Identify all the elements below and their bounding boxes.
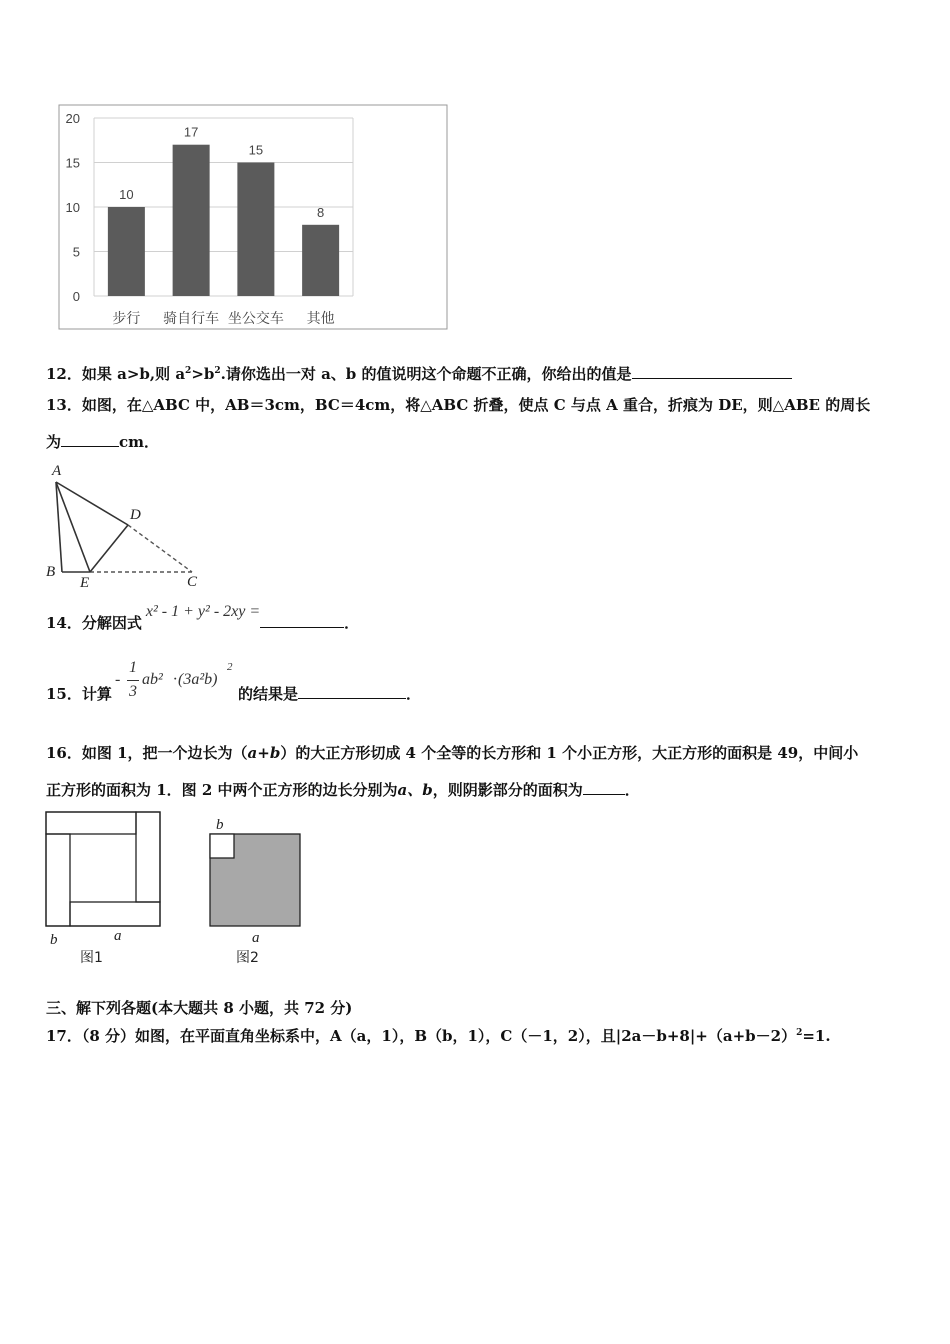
- figure-1: [40, 808, 170, 968]
- q16-var2: a、b: [397, 781, 433, 799]
- q12-sup1: 2: [185, 366, 192, 376]
- bar: [302, 225, 339, 296]
- q13-text-a: 为: [46, 433, 62, 451]
- question-13-line1: [46, 395, 870, 415]
- x-category-label: 骑自行车: [163, 311, 220, 327]
- big-square: [46, 812, 160, 926]
- label-d: D: [130, 507, 141, 523]
- q13-text: 如图，在△ABC 中，AB＝3cm，BC＝4cm，将△ABC 折叠，使点 C 与点 A 重合，折痕为 DE，则△ABE 的周长: [81, 396, 871, 414]
- q14-expression: x² - 1 + y² - 2xy =: [145, 603, 261, 620]
- q15-frac-den: 3: [129, 683, 137, 700]
- y-tick-label: 15: [65, 155, 80, 171]
- answer-blank: [61, 432, 119, 447]
- label-b: B: [46, 564, 56, 580]
- question-16-line2: [46, 780, 640, 800]
- y-tick-label: 0: [72, 289, 80, 304]
- q15-formula: [115, 659, 245, 707]
- section-3-title: [46, 998, 352, 1018]
- small-square: [210, 834, 234, 858]
- q14-text: 分解因式: [81, 614, 142, 632]
- question-16-line1: [46, 743, 858, 763]
- y-tick-label: 5: [72, 244, 80, 260]
- q16-text-a: 如图 1，把一个边长为（: [81, 744, 248, 762]
- figure-2: [200, 808, 310, 968]
- q15-dot: ·: [173, 671, 177, 688]
- data-label: 17: [183, 124, 199, 140]
- question-number: 12．: [46, 365, 82, 383]
- answer-blank: [632, 364, 792, 379]
- segment-ed: [90, 525, 128, 572]
- answer-blank: [260, 613, 344, 628]
- q15-text: 计算: [81, 685, 112, 703]
- question-14: [46, 601, 360, 632]
- q16-text-b: ）的大正方形切成 4 个全等的长方形和 1 个小正方形，大正方形的面积是 49，中间小: [280, 744, 859, 762]
- question-15-label: [46, 684, 112, 704]
- q13-text-b: cm．: [119, 433, 160, 451]
- q16-end: ．: [624, 781, 640, 799]
- x-category-label: 步行: [112, 311, 141, 327]
- question-13-line2: [46, 432, 159, 452]
- q15-expr-b: (3a²b): [178, 671, 218, 688]
- q15-exponent: 2: [227, 661, 233, 673]
- q12-text-c: .请你选出一对 a、b 的值说明这个命题不正确，你给出的值是: [220, 365, 632, 383]
- bar: [237, 163, 274, 297]
- question-number: 15．: [46, 685, 82, 703]
- question-17: [46, 1023, 831, 1046]
- data-label: 15: [248, 142, 264, 158]
- question-15-suffix: [238, 684, 421, 704]
- triangle-figure: [42, 458, 212, 593]
- q16-text-c: 正方形的面积为 1．图 2 中两个正方形的边长分别为: [46, 781, 398, 799]
- segment-dc: [128, 525, 192, 572]
- section-title: 三、解下列各题(本大题共 8 小题，共 72 分): [46, 999, 353, 1017]
- y-tick-label: 20: [65, 111, 80, 126]
- question-number: 13．: [46, 396, 82, 414]
- q17-end: =1.: [802, 1027, 831, 1045]
- fig1-caption: 图1: [80, 950, 103, 966]
- fig2-label-a: a: [252, 930, 260, 946]
- q16-text-d: ，则阴影部分的面积为: [432, 781, 583, 799]
- bar-chart: [58, 104, 450, 332]
- q12-sup2: 2: [214, 366, 221, 376]
- q17-text: （8 分）如图，在平面直角坐标系中，A（a，1），B（b，1），C（－1，2），且|2a－b+8|+（a+b－2）: [81, 1027, 797, 1045]
- y-tick-label: 10: [65, 200, 80, 215]
- q12-text-a: 如果 a>b,则 a: [81, 365, 186, 383]
- x-category-label: 坐公交车: [227, 311, 284, 327]
- label-a: A: [52, 463, 62, 479]
- x-category-label: 其他: [306, 311, 335, 327]
- data-label: 10: [119, 187, 134, 202]
- fig2-caption: 图2: [236, 950, 259, 966]
- answer-blank: [298, 684, 406, 699]
- question-number: 16．: [46, 744, 82, 762]
- bar: [108, 207, 145, 296]
- fig1-label-a: a: [114, 928, 122, 944]
- q15-frac-num: 1: [129, 659, 137, 676]
- fig1-label-b: b: [50, 932, 58, 948]
- q15-frac-bar: [127, 680, 139, 681]
- q15-end: ．: [406, 685, 422, 703]
- q15-expr-a: ab²: [142, 671, 163, 688]
- fig2-label-b: b: [216, 817, 224, 833]
- data-label: 8: [317, 204, 325, 220]
- segment-ad: [56, 482, 128, 525]
- q16-var: a+b: [247, 744, 281, 762]
- q17-sup: 2: [796, 1028, 803, 1038]
- q12-text-b: >b: [191, 365, 215, 383]
- label-e: E: [80, 575, 90, 591]
- bar: [173, 145, 210, 296]
- q15-minus: -: [115, 671, 121, 688]
- question-12: [46, 361, 792, 384]
- label-c: C: [187, 574, 198, 590]
- question-number: 17．: [46, 1027, 82, 1045]
- question-number: 14．: [46, 614, 82, 632]
- answer-blank: [583, 780, 625, 795]
- q15-suffix: 的结果是: [238, 685, 299, 703]
- q14-end: ．: [344, 614, 360, 632]
